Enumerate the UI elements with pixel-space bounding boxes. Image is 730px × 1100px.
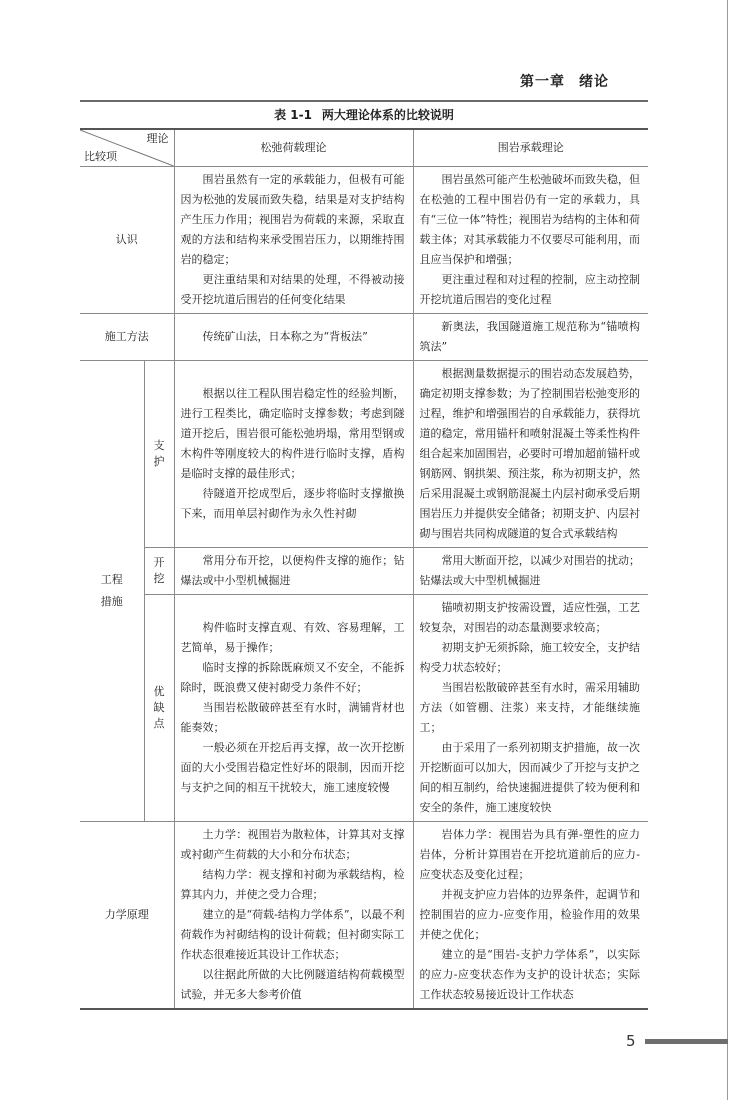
paragraph: 岩体力学：视围岩为具有弹-塑性的应力岩体，分析计算围岩在开挖坑道前后的应力-应变状态及变化过程； [419,828,640,881]
cell-excavation-loosening [174,548,413,595]
paragraph: 建立的是“荷载-结构力学体系”，以最不利荷载作为衬砌结构的设计荷载；但衬砌实际工作状态很难接近其设计工作状态； [180,908,405,961]
column-header-loosening: 松弛荷载理论 [174,129,413,167]
table-caption-number: 表 1-1 [274,108,312,122]
cell-method-loosening [174,314,413,361]
row-group-label-engineering [80,361,144,822]
paragraph: 围岩虽然有一定的承载能力，但极有可能因为松弛的发展而致失稳，结果是对支护结构产生压力作用；视围岩为荷载的来源，采取直观的方法和结构来承受围岩压力，以期维持围岩的稳定； [180,173,405,266]
paragraph: 根据以往工程队围岩稳定性的经验判断，进行工程类比，确定临时支撑参数；考虑到隧道开挖后，围岩很可能松弛坍塌，常用型钢或木构件等刚度较大的构件进行临时支撑，盾构是临时支撑的最佳形式； [180,387,405,480]
table-caption-title: 两大理论体系的比较说明 [321,108,454,122]
paragraph: 以往据此所做的大比例隧道结构荷载模型试验，并无多大参考价值 [180,968,405,1001]
table-row-excavation [80,548,648,595]
paragraph: 并视支护应力岩体的边界条件，起调节和控制围岩的应力-应变作用，检验作用的效果并使之优化； [419,888,640,941]
cell-mechanics-loosening [174,822,413,1010]
cell-pros-cons-bearing [413,595,648,822]
cell-recognition-bearing [413,167,648,314]
paragraph: 土力学：视围岩为散粒体，计算其对支撑或衬砌产生荷载的大小和分布状态； [180,828,405,861]
table-header-row [80,129,648,167]
group-label-text: 工程措施 [100,573,123,608]
paragraph: 初期支护无须拆除，施工较安全，支护结构受力状态较好； [419,641,640,674]
paragraph: 待隧道开挖成型后，逐步将临时支撑撤换下来，而用单层衬砌作为永久性衬砌 [180,487,405,520]
comparison-table [80,128,648,1010]
paragraph: 临时支撑的拆除既麻烦又不安全，不能拆除时，既浪费又使衬砌受力条件不好； [180,661,405,694]
header-rule [80,100,648,102]
paragraph: 传统矿山法，日本称之为“背板法” [202,330,368,343]
paragraph: 围岩虽然可能产生松弛破坏而致失稳，但在松弛的工程中围岩仍有一定的承载力，具有“三位一体”特性；视围岩为结构的主体和荷载主体；对其承载能力不仅要尽可能利用，而且应当保护和增强； [419,173,640,266]
corner-header-wrap [80,130,174,166]
table-row-pros-cons [80,595,648,822]
sub-label-support-text: 支护 [153,439,165,468]
paragraph: 当围岩松散破碎甚至有水时，需采用辅助方法（如管棚、注浆）来支持，才能继续施工； [419,681,640,734]
paragraph: 建立的是“围岩-支护力学体系”，以实际的应力-应变状态作为支护的设计状态；实际工作状态较易接近设计工作状态 [419,948,640,1001]
corner-header-cell [80,129,174,167]
cell-recognition-loosening [174,167,413,314]
cell-support-loosening [174,361,413,548]
table-row-support [80,361,648,548]
table-row-method [80,314,648,361]
page-number-bar [645,1039,728,1044]
page-edge-line [727,0,728,1100]
cell-method-bearing [413,314,648,361]
cell-excavation-bearing [413,548,648,595]
sub-label-support [144,361,174,548]
paragraph: 更注重结果和对结果的处理，不得被动接受开挖坑道后围岩的任何变化结果 [180,273,405,306]
sub-label-excavation-text: 开挖 [153,556,165,585]
chapter-number: 第一章 [520,74,565,90]
page-number: 5 [626,1032,636,1050]
table-row-mechanics [80,822,648,1010]
row-label-method: 施工方法 [80,314,174,361]
chapter-header [520,73,650,91]
sub-label-excavation [144,548,174,595]
paragraph: 更注重过程和对过程的控制，应主动控制开挖坑道后围岩的变化过程 [419,273,640,306]
corner-top-label: 理论 [146,132,169,145]
cell-pros-cons-loosening [174,595,413,822]
paragraph: 常用大断面开挖，以减少对围岩的扰动；钻爆法或大中型机械掘进 [419,554,640,587]
table-caption [80,107,648,123]
page-top-area [0,0,730,128]
sub-label-pros-cons [144,595,174,822]
cell-mechanics-bearing [413,822,648,1010]
paragraph: 新奥法，我国隧道施工规范称为“锚喷构筑法” [419,320,640,353]
row-label-mechanics: 力学原理 [80,822,174,1010]
paragraph: 结构力学：视支撑和衬砌为承载结构，检算其内力，并使之受力合理； [180,868,405,901]
paragraph: 根据测量数据提示的围岩动态发展趋势，确定初期支撑参数；为了控制围岩松弛变形的过程，维护和增强围岩的自承载能力，获得坑道的稳定，常用锚杆和喷射混凝土等柔性构件组合起来加固围岩，必要时可增加超前锚杆或钢筋网、钢拱架、预注浆，称为初期支护，然后采用混凝土或钢筋混凝土内层衬砌承受后期围岩压力并提供安全储备；初期支护、内层衬砌与围岩共同构成隧道的复合式承载结构 [419,367,640,540]
corner-bottom-label: 比较项 [84,150,117,163]
paragraph: 常用分布开挖，以便构件支撑的施作；钻爆法或中小型机械掘进 [180,554,405,587]
row-label-recognition: 认识 [80,167,174,314]
cell-support-bearing [413,361,648,548]
paragraph: 构件临时支撑直观、有效、容易理解，工艺简单，易于操作； [180,621,405,654]
paragraph: 由于采用了一系列初期支护措施，故一次开挖断面可以加大，因而减少了开挖与支护之间的相互制约，给快速掘进提供了较为便利和安全的条件，施工速度较快 [419,741,640,814]
paragraph: 当围岩松散破碎甚至有水时，满铺背材也能奏效； [180,701,405,734]
chapter-title: 绪论 [579,74,609,90]
column-header-bearing: 围岩承载理论 [413,129,648,167]
paragraph: 一般必须在开挖后再支撑，故一次开挖断面的大小受围岩稳定性好坏的限制，因而开挖与支护之间的相互干扰较大，施工速度较慢 [180,741,405,794]
paragraph: 锚喷初期支护按需设置，适应性强，工艺较复杂，对围岩的动态量测要求较高； [419,601,640,634]
page-footer-area [0,1010,730,1100]
sub-label-pros-cons-text: 优缺点 [153,685,165,730]
table-row-recognition [80,167,648,314]
